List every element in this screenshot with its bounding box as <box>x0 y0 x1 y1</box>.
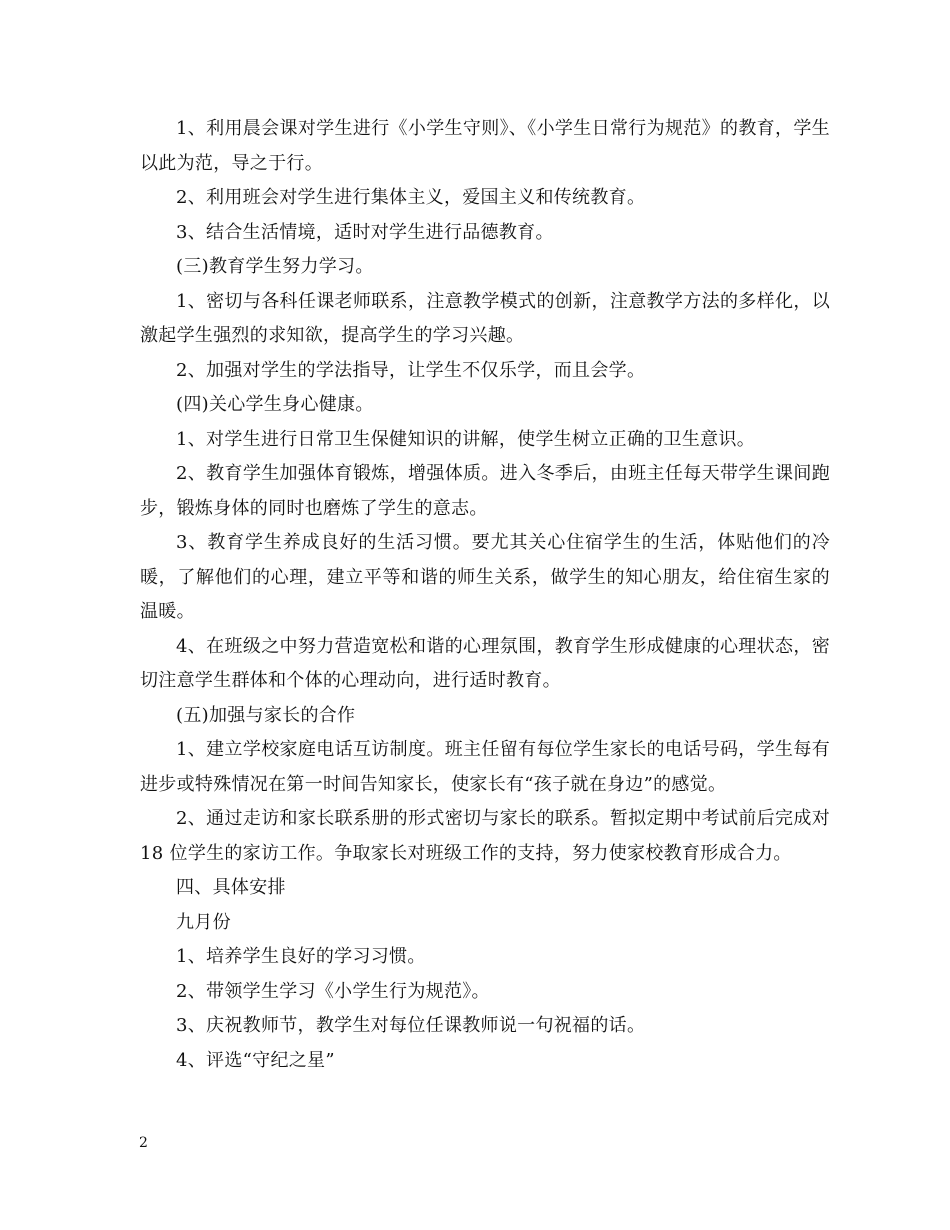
paragraph: 2、教育学生加强体育锻炼，增强体质。进入冬季后，由班主任每天带学生课间跑步，锻炼身体的同时也磨炼了学生的意志。 <box>140 463 830 519</box>
paragraph: 1、培养学生良好的学习习惯。 <box>176 946 426 967</box>
paragraph: 2、带领学生学习《小学生行为规范》。 <box>176 980 490 1002</box>
paragraph: 3、教育学生养成良好的生活习惯。要尤其关心住宿学生的生活，体贴他们的冷暖，了解他们的心理，建立平等和谐的师生关系，做学生的知心朋友，给住宿生家的温暖。 <box>140 532 830 622</box>
section-heading: (三)教育学生努力学习。 <box>176 256 374 277</box>
paragraph: 3、结合生活情境，适时对学生进行品德教育。 <box>176 221 554 243</box>
paragraph: 1、利用晨会课对学生进行《小学生守则》、《小学生日常行为规范》的教育，学生以此为范，导之于行。 <box>140 118 830 174</box>
paragraph: 4、在班级之中努力营造宽松和谐的心理氛围，教育学生形成健康的心理状态，密切注意学生群体和个体的心理动向，进行适时教育。 <box>140 635 830 691</box>
paragraph: 1、对学生进行日常卫生保健知识的讲解，使学生树立正确的卫生意识。 <box>176 428 756 450</box>
paragraph: 1、密切与各科任课老师联系，注意教学模式的创新，注意教学方法的多样化，以激起学生强烈的求知欲，提高学生的学习兴趣。 <box>140 290 830 346</box>
paragraph: 3、庆祝教师节，教学生对每位任课教师说一句祝福的话。 <box>176 1015 646 1036</box>
paragraph: 1、建立学校家庭电话互访制度。班主任留有每位学生家长的电话号码，学生每有进步或特殊情况在第一时间告知家长，使家长有“孩子就在身边”的感觉。 <box>140 739 830 795</box>
paragraph: 4、评选“守纪之星” <box>176 1049 335 1071</box>
section-heading: (五)加强与家长的合作 <box>176 704 356 726</box>
document-body <box>140 112 830 1078</box>
section-heading: 四、具体安排 <box>176 877 286 898</box>
page-number: 2 <box>139 1135 148 1151</box>
paragraph: 2、加强对学生的学法指导，让学生不仅乐学，而且会学。 <box>176 359 646 381</box>
month-heading: 九月份 <box>176 911 231 933</box>
section-heading: (四)关心学生身心健康。 <box>176 394 374 415</box>
paragraph: 2、通过走访和家长联系册的形式密切与家长的联系。暂拟定期中考试前后完成对 18 位学生的家访工作。争取家长对班级工作的支持，努力使家校教育形成合力。 <box>140 808 830 864</box>
paragraph: 2、利用班会对学生进行集体主义，爱国主义和传统教育。 <box>176 187 646 208</box>
